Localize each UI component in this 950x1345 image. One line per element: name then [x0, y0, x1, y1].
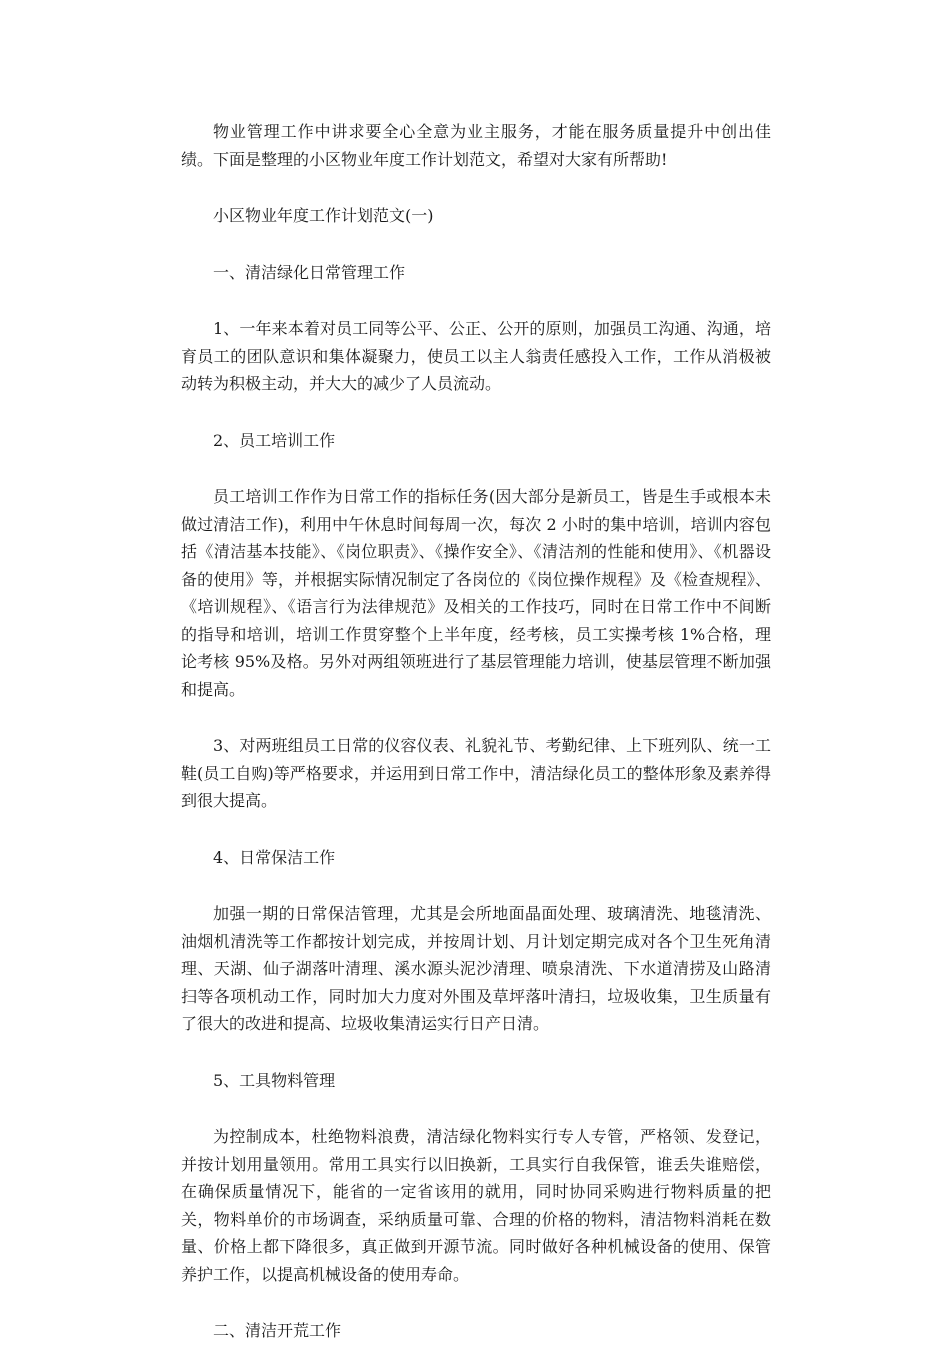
item-2-paragraph: 员工培训工作作为日常工作的指标任务(因大部分是新员工，皆是生手或根本未做过清洁工作)，利用中午休息时间每周一次，每次 2 小时的集中培训，培训内容包括《清洁基本技能》、《岗位职责》、《操作安全》、《清洁剂的性能和使用》、《机器设备的使用》等，并根据实际情况制定了各岗位的《岗位操作规程》及《检查规程》、《培训规程》、《语言行为法律规范》及相关的工作技巧，同时在日常工作中不间断的指导和培训，培训工作贯穿整个上半年度，经考核，员工实操考核 1%合格，理论考核 95%及格。另外对两组领班进行了基层管理能力培训，使基层管理不断加强和提高。 — [181, 487, 771, 699]
section-heading-1: 一、清洁绿化日常管理工作 — [213, 262, 406, 282]
section-heading-2: 二、清洁开荒工作 — [213, 1321, 342, 1340]
item-5-paragraph: 为控制成本，杜绝物料浪费，清洁绿化物料实行专人专管，严格领、发登记，并按计划用量领用。常用工具实行以旧换新，工具实行自我保管，谁丢失谁赔偿，在确保质量情况下，能省的一定省该用的就用，同时协同采购进行物料质量的把关，物料单价的市场调查，采纳质量可靠、合理的价格的物料，清洁物料消耗在数量、价格上都下降很多，真正做到开源节流。同时做好各种机械设备的使用、保管养护工作，以提高机械设备的使用寿命。 — [181, 1127, 771, 1284]
document-title: 小区物业年度工作计划范文(一) — [213, 206, 434, 225]
item-5-heading: 5、工具物料管理 — [213, 1070, 336, 1090]
document-body — [181, 118, 771, 1345]
intro-paragraph: 物业管理工作中讲求要全心全意为业主服务，才能在服务质量提升中创出佳绩。下面是整理的小区物业年度工作计划范文，希望对大家有所帮助! — [181, 122, 771, 169]
item-1-paragraph: 1、一年来本着对员工同等公平、公正、公开的原则，加强员工沟通、沟通，培育员工的团队意识和集体凝聚力，使员工以主人翁责任感投入工作，工作从消极被动转为积极主动，并大大的减少了人员流动。 — [181, 319, 771, 393]
item-2-heading: 2、员工培训工作 — [213, 430, 336, 450]
item-4-heading: 4、日常保洁工作 — [213, 847, 336, 867]
item-4-paragraph: 加强一期的日常保洁管理，尤其是会所地面晶面处理、玻璃清洗、地毯清洗、油烟机清洗等工作都按计划完成，并按周计划、月计划定期完成对各个卫生死角清理、天湖、仙子湖落叶清理、溪水源头泥沙清理、喷泉清洗、下水道清捞及山路清扫等各项机动工作，同时加大力度对外围及草坪落叶清扫，垃圾收集，卫生质量有了很大的改进和提高、垃圾收集清运实行日产日清。 — [181, 904, 771, 1033]
item-3-paragraph: 3、对两班组员工日常的仪容仪表、礼貌礼节、考勤纪律、上下班列队、统一工鞋(员工自购)等严格要求，并运用到日常工作中，清洁绿化员工的整体形象及素养得到很大提高。 — [181, 736, 771, 810]
